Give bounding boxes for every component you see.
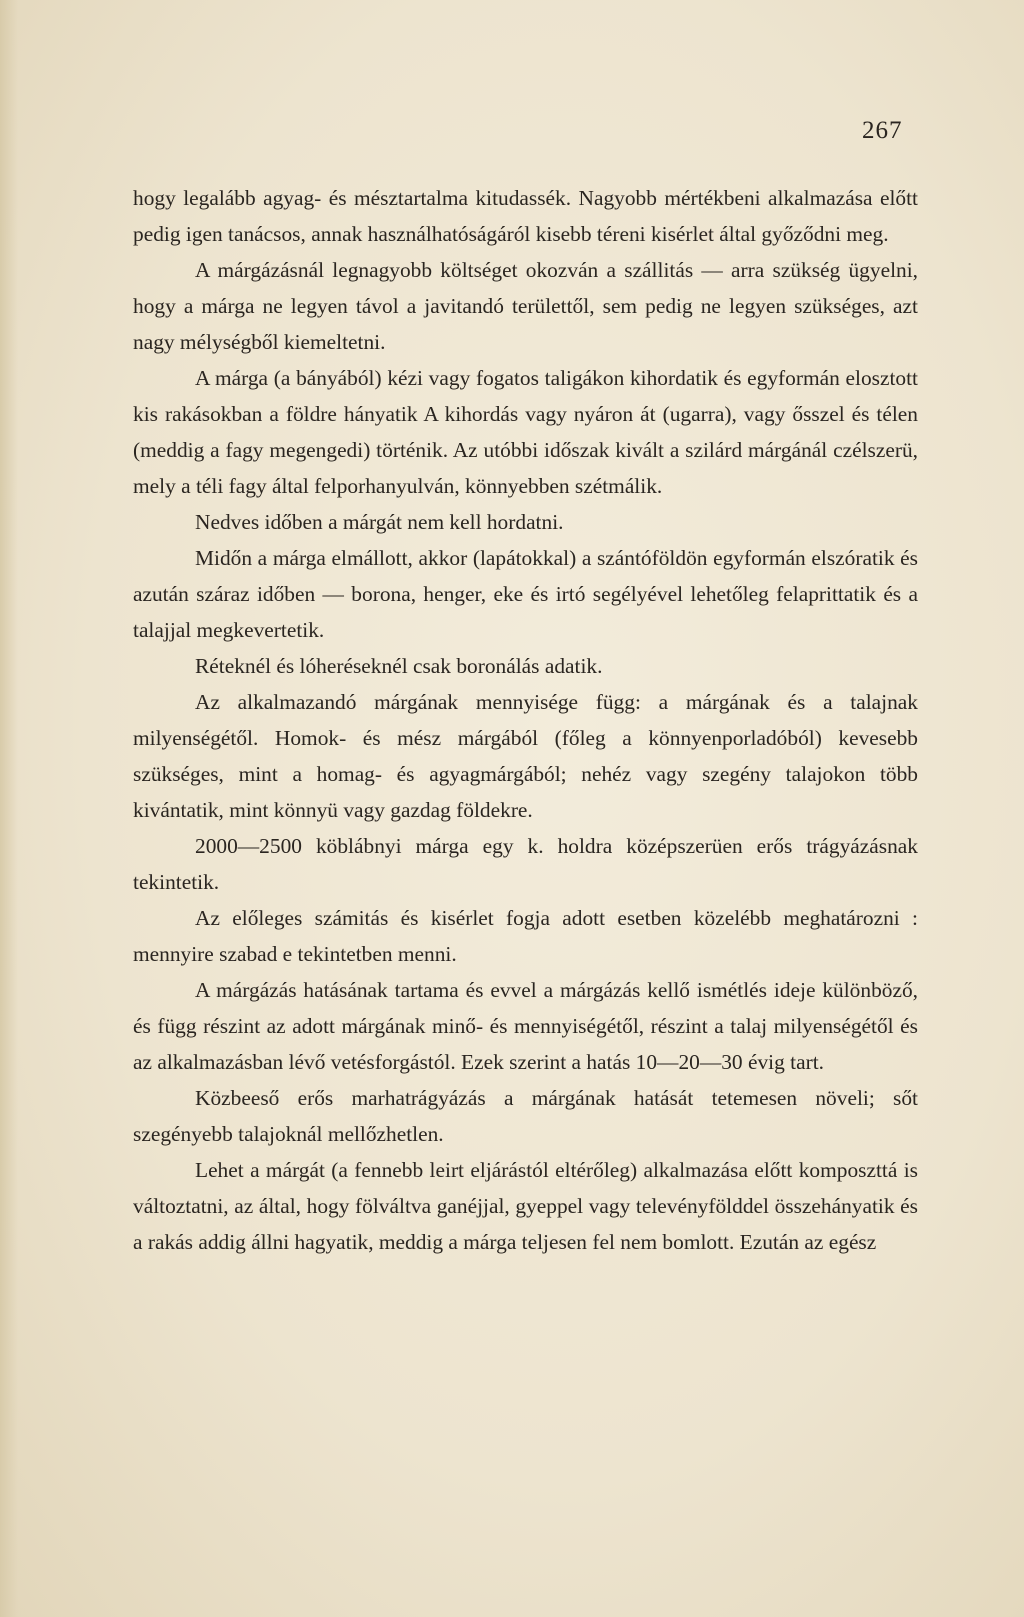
paragraph-9: Az előleges számitás és kisérlet fogja adott esetben közelébb meghatározni : mennyire szabad e tekintetben menni. (133, 906, 918, 966)
paragraph-3: A márga (a bányából) kézi vagy fogatos taligákon kihordatik és egyformán elosztott kis rakásokban a földre hányatik A kihordás vagy nyáron át (ugarra), vagy ősszel és télen (meddig a fagy megengedi) történik. Az utóbbi időszak kivált a szilárd márgánál czélszerü, mely a téli fagy által felporhanyulván, könnyebben szétmálik. (133, 366, 918, 498)
paragraph-12: Lehet a márgát (a fennebb leirt eljárástól eltérőleg) alkalmazása előtt komposzttá is változtatni, az által, hogy fölváltva ganéjjal, gyeppel vagy televényfölddel összehányatik és a rakás addig állni hagyatik, meddig a márga teljesen fel nem bomlott. Ezután az egész (133, 1158, 918, 1254)
paragraph-5: Midőn a márga elmállott, akkor (lapátokkal) a szántóföldön egyformán elszóratik és azután száraz időben — borona, henger, eke és irtó segélyével lehetőleg felaprittatik és a talajjal megkevertetik. (133, 546, 918, 642)
paragraph-1: hogy legalább agyag- és mésztartalma kitudassék. Nagyobb mértékbeni alkalmazása előtt pedig igen tanácsos, annak használhatóságáról kisebb téreni kisérlet által győződni meg. (133, 186, 918, 246)
paragraph-6: Réteknél és lóheréseknél csak boronálás adatik. (195, 654, 603, 678)
page-number: 267 (862, 117, 903, 144)
body-text (133, 180, 918, 1260)
paragraph-2: A márgázásnál legnagyobb költséget okozván a szállitás — arra szükség ügyelni, hogy a márga ne legyen távol a javitandó területtől, sem pedig ne legyen szükséges, azt nagy mélységből kiemeltetni. (133, 258, 918, 354)
paragraph-11: Közbeeső erős marhatrágyázás a márgának hatását tetemesen növeli; sőt szegényebb talajoknál mellőzhetlen. (133, 1086, 918, 1146)
paragraph-7: Az alkalmazandó márgának mennyisége függ: a márgának és a talajnak milyenségétől. Homok- és mész márgából (főleg a könnyenporladóból) kevesebb szükséges, mint a homag- és agyagmárgából; nehéz vagy szegény talajokon több kivántatik, mint könnyü vagy gazdag földekre. (133, 690, 918, 822)
paragraph-4: Nedves időben a márgát nem kell hordatni. (195, 510, 564, 534)
page-edge-shadow (0, 0, 18, 1617)
paragraph-8: 2000—2500 köblábnyi márga egy k. holdra középszerüen erős trágyázásnak tekintetik. (133, 834, 918, 894)
paragraph-10: A márgázás hatásának tartama és evvel a márgázás kellő ismétlés ideje különböző, és függ részint az adott márgának minő- és mennyiségétől, részint a talaj milyenségétől és az alkalmazásban lévő vetésforgástól. Ezek szerint a hatás 10—20—30 évig tart. (133, 978, 918, 1074)
